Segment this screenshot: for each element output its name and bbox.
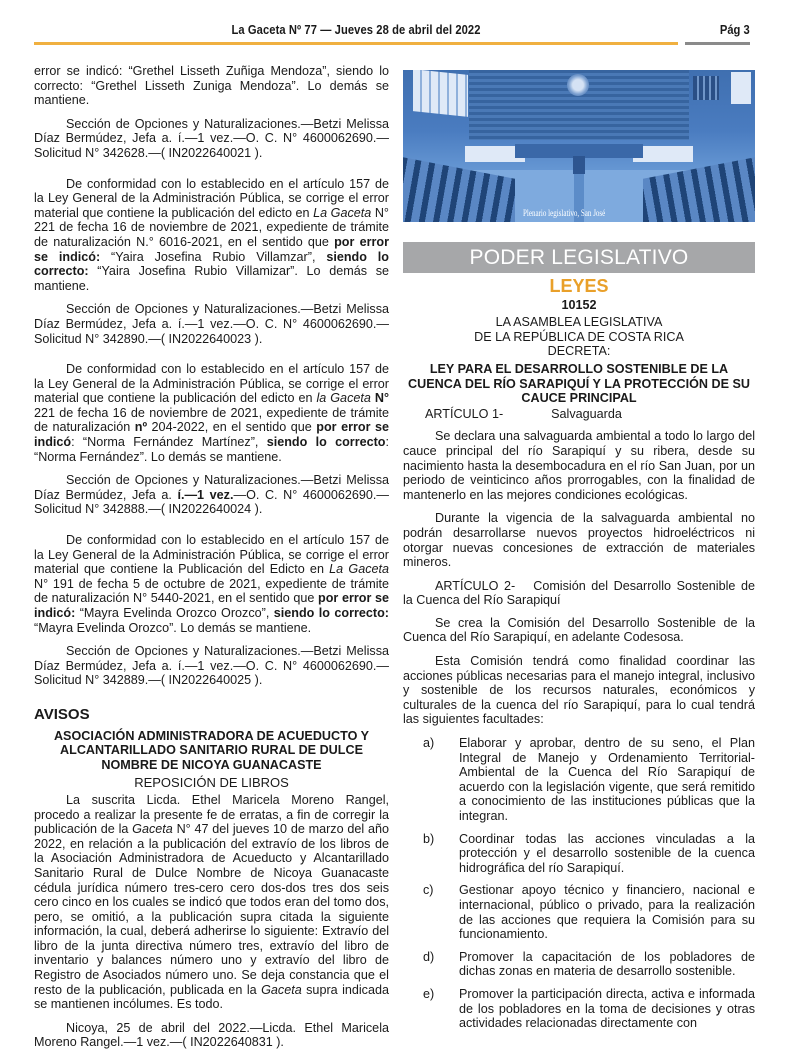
emphasis: siendo lo correcto:	[273, 606, 389, 620]
list-text: Promover la participación directa, activa e informada de los pobladores en la toma de decisiones y otras actividades relacionadas directamente con	[459, 986, 755, 1031]
text: “Yaira Josefina Rubio Villamzar”,	[100, 249, 327, 264]
list-text: Promover la capacitación de los pobladores de dichas zonas en materia de desarrollo sostenible.	[459, 949, 755, 979]
article-paragraph: Esta Comisión tendrá como finalidad coordinar las acciones públicas necesarias para el manejo integral, inclusivo y sostenible de los recursos naturales, económicos y culturales de la cuenca del río Sarapiquí, para lo cual tendrá las siguientes facultades:	[403, 654, 755, 727]
emphasis: por error se indicó:	[34, 234, 389, 264]
notice-signature	[34, 473, 389, 517]
gazette-name: La Gaceta	[313, 205, 372, 220]
list-item	[403, 832, 755, 876]
text: —O. C. N° 4600062690.—Solicitud N° 342888.—( IN2022640024 ).	[34, 487, 389, 517]
page-number: Pág 3	[720, 22, 750, 37]
photo-caption: Plenario legislativo, San José	[523, 208, 606, 218]
emphasis: í.—1 vez.	[177, 487, 234, 502]
article-name: Salvaguarda	[551, 406, 622, 421]
photo-window	[693, 76, 719, 100]
text: “Yaira Josefina Rubio Villamizar”. Lo demás se mantiene.	[34, 264, 389, 293]
text: supra indicada se mantienen incólumes. Es todo.	[34, 982, 389, 1012]
notice-signature: Sección de Opciones y Naturalizaciones.—Betzi Melissa Díaz Bermúdez, Jefa a. í.—1 vez.—O. C. N° 4600062690.—Solicitud N° 342889.—( IN2022640025 ).	[34, 644, 389, 688]
notice-signature: Sección de Opciones y Naturalizaciones.—Betzi Melissa Díaz Bermúdez, Jefa a. í.—1 vez.—O. C. N° 4600062690.—Solicitud N° 342890.—( IN2022640023 ).	[34, 302, 389, 346]
list-letter: e)	[423, 986, 435, 1001]
text: “Mayra Evelinda Orozco Orozco”,	[75, 606, 274, 620]
list-text: Gestionar apoyo técnico y financiero, nacional e internacional, público o privado, para la realización de las acciones que requiera la Comisión para su funcionamiento.	[459, 883, 755, 942]
list-item	[403, 883, 755, 941]
article-paragraph: Se crea la Comisión del Desarrollo Sostenible de la Cuenca del Río Sarapiquí, en adelante Codesosa.	[403, 615, 755, 645]
text: De conformidad con lo establecido en el artículo 157 de la Ley General de la Administración Pública, se corrige el error material que contiene la publicación del edicto en	[34, 176, 389, 220]
gazette-name: la Gaceta	[316, 391, 371, 406]
text: La suscrita Licda. Ethel Maricela Moreno Rangel, procedo a realizar la presente fe de erratas, a fin de corregir la publicación de la	[34, 792, 389, 837]
text: N° 191 de fecha 5 de octubre de 2021, expediente de trámite de naturalización N° 5440-2021, en el sentido que	[34, 576, 389, 606]
list-item	[403, 987, 755, 1031]
article-heading	[403, 407, 755, 422]
article-heading	[403, 579, 755, 608]
gazette-name: Gaceta	[132, 822, 173, 837]
photo-podium	[573, 156, 585, 174]
header-rule-accent	[34, 42, 678, 45]
text: De conformidad con lo establecido en el artículo 157 de la Ley General de la Administración Pública, se corrige el error material que contiene la Publicación del Edicto en	[34, 533, 389, 577]
avisos-heading: AVISOS	[34, 705, 90, 723]
text: N° 47 del jueves 10 de marzo del año 2022, en relación a la publicación del extravío de los libros de la Asociación Administradora de Acueducto y Alcantarillado Sanitario Rural de Dulce Nombre de Nicoya Guanacaste cédula jurídica número tres-cero cero dos-dos tres dos seis cero cinco en los cuales se indicó que todos eran del tomo dos, pero, se omitió, a la publicación supra citada la siguiente información, la cual, deberá adherirse lo siguiente: Extravío del libro de la junta directiva número tres, extravío del libro de inventario y balances número uno y extravío del libro de Registro de Asociados número uno. Se deja constancia que el resto de la publicación, publicada en la	[34, 822, 389, 997]
leyes-heading: LEYES	[549, 276, 609, 296]
correction-notice	[34, 177, 389, 294]
gazette-issue-title: La Gaceta Nº 77 — Jueves 28 de abril del 2022	[231, 22, 481, 37]
assembly-line: DE LA REPÚBLICA DE COSTA RICA	[474, 329, 684, 344]
article-label: ARTÍCULO 1-	[425, 406, 504, 421]
avisos-body	[34, 793, 389, 1012]
correction-notice	[34, 533, 389, 635]
list-text: Coordinar todas las acciones vinculadas a la protección y el desarrollo sostenible de la cuenca hidrográfica del río Sarapiquí.	[459, 831, 755, 875]
photo-window	[413, 70, 468, 117]
list-letter: c)	[423, 883, 434, 898]
law-title: LEY PARA EL DESARROLLO SOSTENIBLE DE LA CUENCA DEL RÍO SARAPIQUÍ Y LA PROTECCIÓN DE SU CAUCE PRINCIPAL	[408, 361, 750, 406]
emphasis: por error se indicó	[34, 420, 389, 450]
article-label: ARTÍCULO 2-	[435, 578, 516, 593]
list-item	[403, 736, 755, 824]
header-rule-secondary	[685, 42, 750, 45]
emphasis: siendo lo correcto	[266, 435, 386, 450]
emphasis: por error se indicó:	[34, 591, 389, 620]
list-letter: d)	[423, 949, 435, 964]
gazette-name: Gaceta	[261, 982, 302, 997]
association-title: ASOCIACIÓN ADMINISTRADORA DE ACUEDUCTO Y ALCANTARILLADO SANITARIO RURAL DE DULCE NOMBRE DE NICOYA GUANACASTE	[53, 728, 370, 772]
emphasis: nº	[134, 420, 148, 435]
emphasis: siendo lo correcto:	[34, 249, 389, 279]
text: N° 221 de fecha 16 de noviembre de 2021, expediente de trámite de naturalización N.° 6016-2021, en el sentido que	[34, 205, 389, 249]
gazette-name: La Gaceta	[329, 562, 389, 577]
text: 204-2022, en el sentido que	[147, 420, 317, 435]
correction-notice	[34, 362, 389, 464]
assembly-line: LA ASAMBLEA LEGISLATIVA	[495, 315, 663, 330]
assembly-decree	[403, 315, 755, 359]
section-banner: PODER LEGISLATIVO	[403, 242, 755, 273]
coat-of-arms-icon	[567, 74, 589, 96]
list-item	[403, 950, 755, 979]
text: : “Norma Fernández”. Lo demás se mantiene.	[34, 435, 389, 464]
text: “Mayra Evelinda Orozco”. Lo demás se mantiene.	[34, 620, 312, 635]
emphasis: N°	[370, 391, 389, 406]
photo-window	[731, 72, 751, 104]
notice-subtitle: REPOSICIÓN DE LIBROS	[134, 775, 289, 791]
text: Sección de Opciones y Naturalizaciones.—Betzi Melissa Díaz Bermúdez, Jefa a.	[34, 473, 389, 502]
article-paragraph: Se declara una salvaguarda ambiental a todo lo largo del cauce principal del río Sarapiquí y su ribera, desde su nacimiento hasta la desembocadura en el río San Juan, por un periodo de veinticinco años prorrogables, con la finalidad de mantenerlo en las mejores condiciones ecológicas.	[403, 429, 755, 502]
text: De conformidad con lo establecido en el artículo 157 de la Ley General de la Administración Pública, se corrige el error material que contiene la publicación del edicto en	[34, 362, 389, 406]
text: 221 de fecha 16 de noviembre de 2021, expediente de trámite de naturalización	[34, 405, 389, 435]
page-header	[34, 20, 750, 48]
plenary-hall-photo	[403, 70, 755, 222]
article-paragraph: Durante la vigencia de la salvaguarda ambiental no podrán desarrollarse nuevos proyectos hidroeléctricos ni otorgar nuevas concesiones de extracción de materiales mineros.	[403, 511, 755, 570]
right-column	[403, 70, 755, 1039]
article-name: Comisión del Desarrollo Sostenible de la Cuenca del Río Sarapiquí	[403, 578, 755, 608]
list-letter: b)	[423, 831, 435, 846]
text: : “Norma Fernández Martínez”,	[71, 435, 267, 450]
assembly-line: DECRETA:	[547, 344, 611, 359]
left-column	[34, 64, 389, 1059]
list-text: Elaborar y aprobar, dentro de su seno, el Plan Integral de Manejo y Ordenamiento Territorial-Ambiental de la Cuenca del Río Sarapiquí de acuerdo con la legislación vigente, que será remitido a conocimiento de las instituciones públicas que la integran.	[459, 736, 755, 823]
law-number: 10152	[561, 297, 597, 312]
faculties-list	[403, 736, 755, 1031]
list-letter: a)	[423, 736, 435, 751]
notice-signature: Nicoya, 25 de abril del 2022.—Licda. Ethel Maricela Moreno Rangel.—1 vez.—( IN2022640831 ).	[34, 1020, 389, 1050]
notice-continuation: error se indicó: “Grethel Lisseth Zuñiga Mendoza”, siendo lo correcto: “Grethel Lisseth Zuniga Mendoza”. Lo demás se mantiene.	[34, 64, 389, 108]
notice-signature: Sección de Opciones y Naturalizaciones.—Betzi Melissa Díaz Bermúdez, Jefa a. í.—1 vez.—O. C. N° 4600062690.—Solicitud N° 342628.—( IN2022640021 ).	[34, 116, 389, 160]
